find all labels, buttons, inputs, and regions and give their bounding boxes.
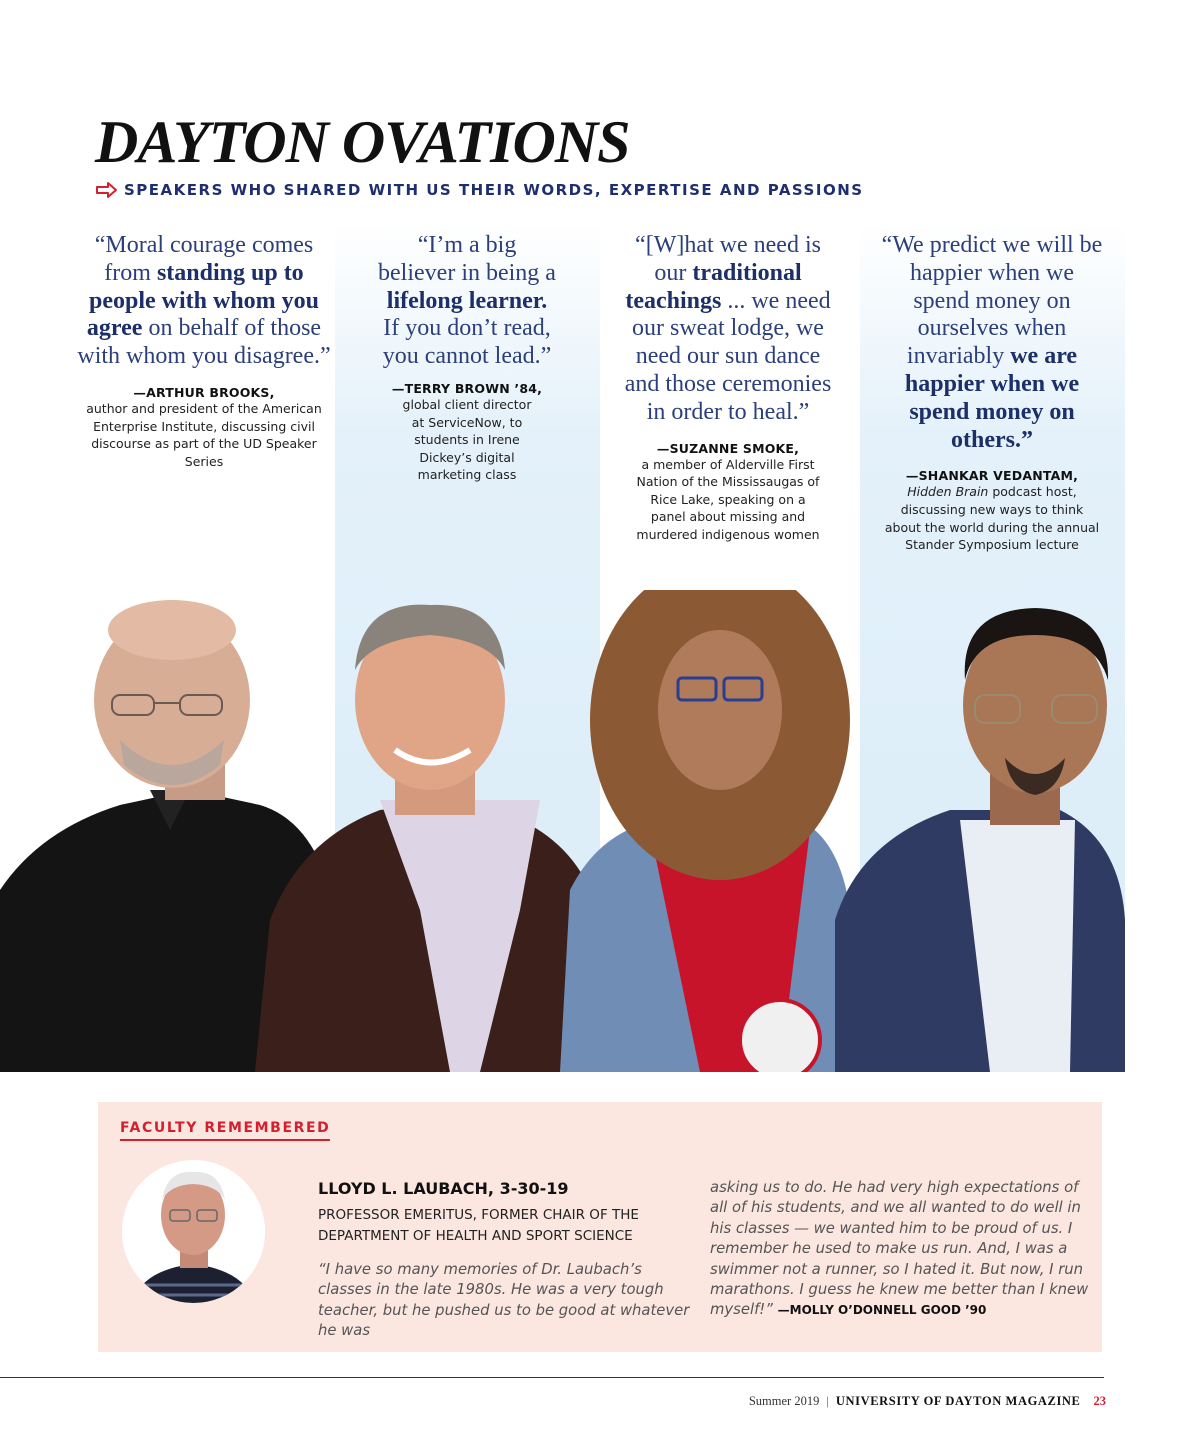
page-title: DAYTON OVATIONS: [95, 109, 630, 175]
speaker-column: [862, 232, 1122, 554]
page-subtitle: SPEAKERS WHO SHARED WITH US THEIR WORDS, EXPERTISE AND PASSIONS: [124, 181, 864, 199]
speaker-quote: “I’m a big believer in being a lifelong learner. If you don’t read, you cannot lead.”: [378, 232, 556, 370]
speaker-quote: “[W]hat we need is our traditional teachings ... we need our sweat lodge, we need our sun dance and those ceremonies in order to heal.”: [624, 232, 832, 425]
subtitle-row: [96, 181, 864, 199]
speaker-photo-smoke: [560, 590, 850, 1072]
footer-separator: |: [826, 1394, 829, 1408]
speaker-photos: [0, 590, 1200, 1072]
faculty-quote-part2: asking us to do. He had very high expectations of all of his students, and we all wanted to do well in his classes — we wanted him to be proud of us. I remember he used to make us run. And, I was a swimmer not a runner, so I hated it. But now, I run marathons. I guess he knew me better than I knew myself!” —MOLLY O’DONNELL GOOD ’90: [710, 1179, 1089, 1319]
speaker-photo-brown: [255, 605, 600, 1072]
footer-issue: Summer 2019: [748, 1394, 820, 1408]
page-number: 23: [1093, 1394, 1106, 1408]
speaker-description: author and president of the American Enterprise Institute, discussing civil discourse as part of the UD Speaker Series: [86, 400, 322, 469]
speaker-name: —SUZANNE SMOKE,: [656, 440, 800, 456]
speaker-column: [74, 232, 334, 470]
speaker-name: —TERRY BROWN ’84,: [391, 380, 543, 396]
speaker-photo-vedantam: [835, 608, 1125, 1072]
faculty-name: LLOYD L. LAUBACH, 3-30-19: [318, 1179, 569, 1198]
avatar: [122, 1160, 265, 1303]
speaker-quote: “Moral courage comes from standing up to people with whom you agree on behalf of those with whom you disagree.”: [77, 232, 331, 370]
footer-magazine: UNIVERSITY OF DAYTON MAGAZINE: [835, 1394, 1081, 1408]
speaker-description: global client director at ServiceNow, to students in Irene Dickey’s digital marketing class: [402, 396, 532, 483]
speaker-column: [598, 232, 858, 544]
speaker-name: —SHANKAR VEDANTAM,: [905, 468, 1079, 484]
speaker-column: [337, 232, 597, 484]
speaker-name: —ARTHUR BROOKS,: [133, 384, 275, 400]
speaker-quote: “We predict we will be happier when we spend money on ourselves when invariably we are happier when we spend money on others.”: [881, 232, 1103, 453]
speaker-description: Hidden Brain podcast host, discussing new ways to think about the world during the annual Stander Symposium lecture: [884, 484, 1100, 553]
faculty-portrait: [122, 1160, 265, 1303]
speaker-description: a member of Alderville First Nation of the Mississaugas of Rice Lake, speaking on a panel about missing and murdered indigenous women: [636, 456, 820, 542]
footer-rule: [0, 1377, 1104, 1378]
faculty-title: PROFESSOR EMERITUS, FORMER CHAIR OF THE DEPARTMENT OF HEALTH AND SPORT SCIENCE: [318, 1207, 639, 1244]
faculty-remembered-label: FACULTY REMEMBERED: [120, 1120, 330, 1141]
footer: [749, 1394, 1106, 1409]
faculty-quote-part1: “I have so many memories of Dr. Laubach’s classes in the late 1980s. He was a very tough teacher, but he pushed us to be good at whatever he was: [318, 1261, 690, 1340]
arrow-right-icon: [96, 181, 118, 199]
faculty-quote-attribution: —MOLLY O’DONNELL GOOD ’90: [777, 1303, 987, 1318]
